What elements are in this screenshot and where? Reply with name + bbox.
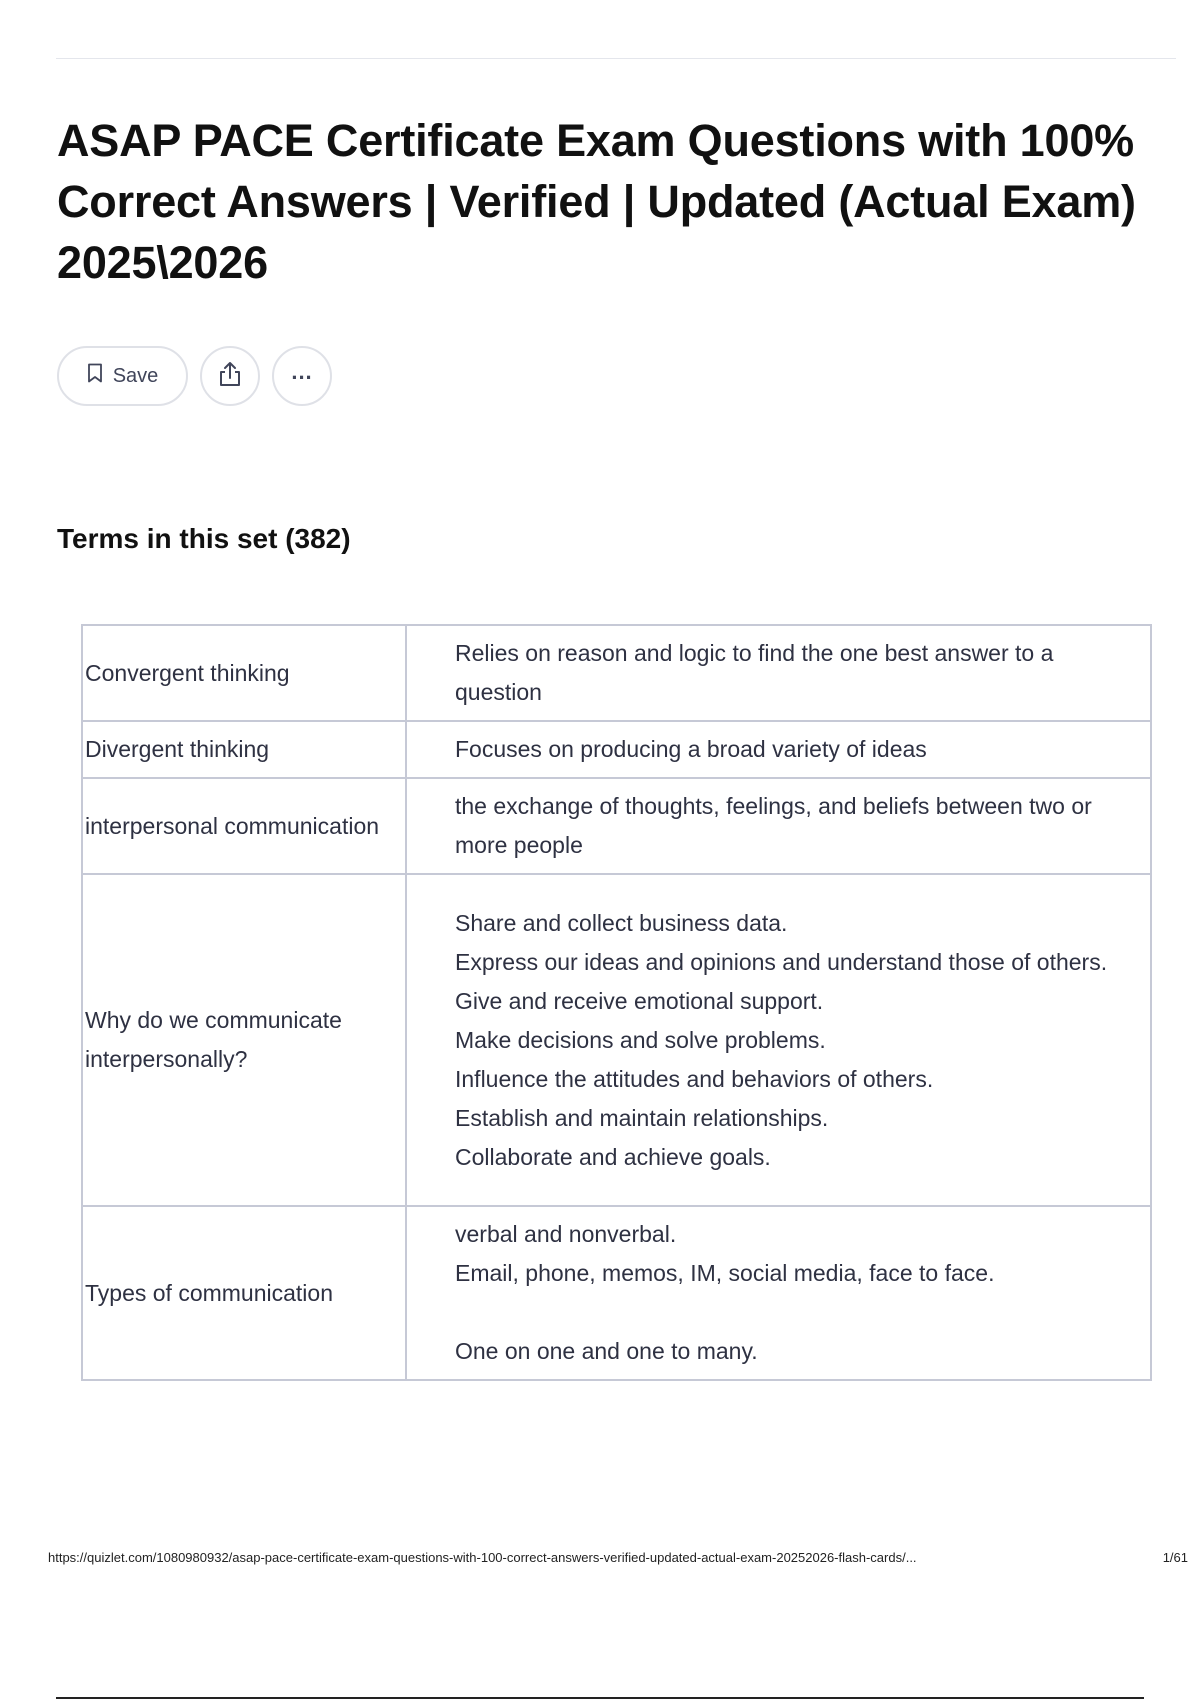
definition-line: Establish and maintain relationships. xyxy=(455,1104,829,1131)
bookmark-icon xyxy=(87,363,103,389)
definition-line: Express our ideas and opinions and understand those of others. xyxy=(455,948,1108,975)
share-icon xyxy=(217,360,243,393)
term-cell: Divergent thinking xyxy=(82,721,406,778)
definition-line: One on one and one to many. xyxy=(455,1338,758,1364)
term-cell: Types of communication xyxy=(82,1206,406,1380)
more-options-icon: ... xyxy=(291,359,313,384)
definition-line: verbal and nonverbal. xyxy=(455,1221,677,1247)
definition-cell xyxy=(406,778,1151,874)
definition-line: Make decisions and solve problems. xyxy=(455,1026,826,1053)
save-button[interactable] xyxy=(57,346,188,406)
definition-line: Share and collect business data. xyxy=(455,909,788,936)
table-row xyxy=(82,1206,1151,1380)
header-divider xyxy=(56,58,1176,59)
more-options-button[interactable] xyxy=(272,346,332,406)
bottom-divider xyxy=(56,1697,1144,1699)
definition-cell xyxy=(406,1206,1151,1380)
definition-cell xyxy=(406,721,1151,778)
definition-line: the exchange of thoughts, feelings, and beliefs between two or more people xyxy=(455,793,1092,858)
save-button-label: Save xyxy=(112,364,159,387)
definition-line: Collaborate and achieve goals. xyxy=(455,1143,771,1170)
definition-line: Give and receive emotional support. xyxy=(455,987,824,1014)
definition-line: Email, phone, memos, IM, social media, face to face. xyxy=(455,1260,995,1286)
page-title: ASAP PACE Certificate Exam Questions with 100% Correct Answers | Verified | Updated (Actual Exam) 2025\2026 xyxy=(57,115,1136,288)
definition-cell xyxy=(406,874,1151,1206)
print-url: https://quizlet.com/1080980932/asap-pace-certificate-exam-questions-with-100-correct-answers-verified-updated-actual-exam-20252026-flash-cards/... xyxy=(48,1550,917,1565)
definition-line: Relies on reason and logic to find the one best answer to a question xyxy=(455,640,1054,705)
definition-cell xyxy=(406,625,1151,721)
table-row xyxy=(82,874,1151,1206)
term-cell: Convergent thinking xyxy=(82,625,406,721)
definition-line: Influence the attitudes and behaviors of others. xyxy=(455,1065,934,1092)
table-row xyxy=(82,721,1151,778)
definition-line: Focuses on producing a broad variety of ideas xyxy=(455,736,927,762)
table-row xyxy=(82,778,1151,874)
page-number: 1/61 xyxy=(1162,1550,1188,1565)
terms-heading: Terms in this set (382) xyxy=(57,523,351,554)
definition-line xyxy=(455,1293,1130,1332)
action-bar xyxy=(57,346,332,406)
table-row xyxy=(82,625,1151,721)
term-cell: interpersonal communication xyxy=(82,778,406,874)
terms-table xyxy=(81,624,1152,1381)
term-cell: Why do we communicate interpersonally? xyxy=(82,874,406,1206)
share-button[interactable] xyxy=(200,346,260,406)
